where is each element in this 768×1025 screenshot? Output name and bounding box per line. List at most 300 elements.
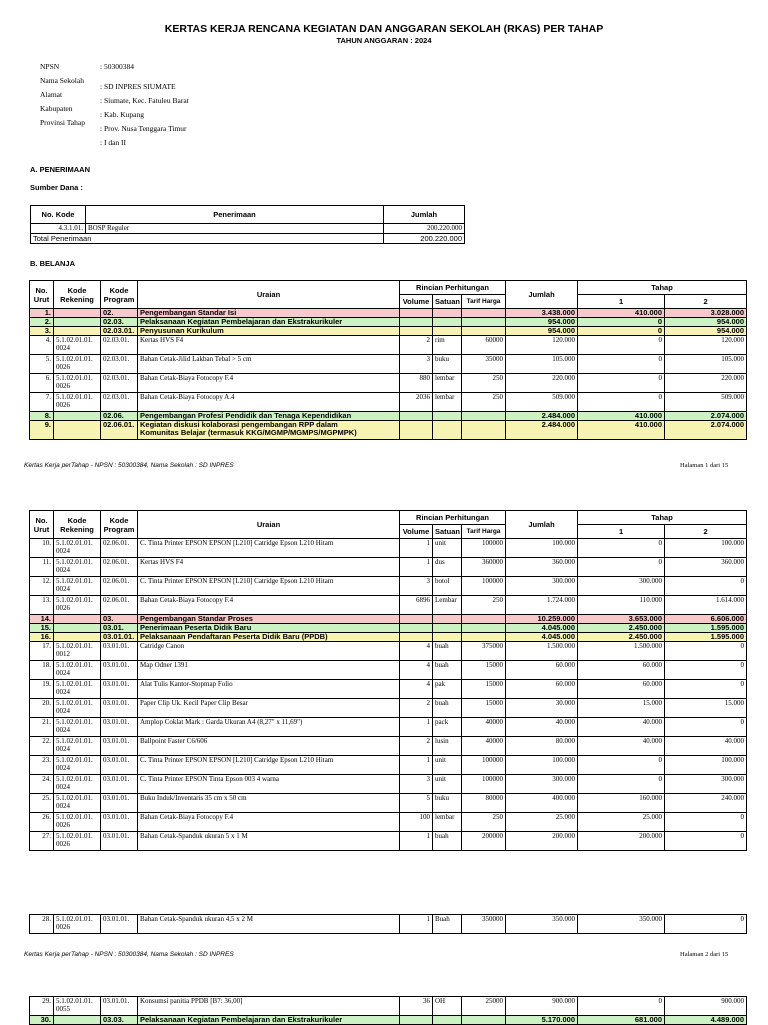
cell-tahap-2: 4.489.000: [665, 1016, 747, 1025]
table-row: [30, 813, 747, 832]
cell-kode-program: 02.03.01.: [101, 327, 138, 336]
cell-kode-rekening: 5.1.02.01.01. 0024: [54, 661, 101, 680]
cell-kode-rekening: 5.1.02.01.01. 0026: [54, 374, 101, 393]
cell-tahap-1: 410.000: [578, 421, 665, 440]
cell-tahap-2: 360.000: [665, 558, 747, 577]
cell-no-urut: 20.: [30, 699, 54, 718]
cell-kode-program: 02.03.01.: [101, 374, 138, 393]
cell-kode-program: 03.01.01.: [101, 832, 138, 851]
cell-kode-program: 03.01.01.: [101, 813, 138, 832]
cell-tarif-harga: [462, 624, 506, 633]
cell-tarif-harga: 250: [462, 596, 506, 615]
cell-satuan: unit: [433, 539, 462, 558]
cell-tahap-1: 1.500.000: [578, 642, 665, 661]
table-row: [30, 794, 747, 813]
cell-satuan: lembar: [433, 374, 462, 393]
cell-volume: 1: [400, 558, 433, 577]
info-value-tahap: : I dan II: [100, 138, 127, 147]
header-volume: Volume: [400, 295, 433, 309]
cell-satuan: lembar: [433, 813, 462, 832]
belanja-table-page1: [29, 280, 747, 440]
cell-tahap-1: 2.450.000: [578, 633, 665, 642]
cell-satuan: buah: [433, 661, 462, 680]
cell-tarif-harga: 15000: [462, 699, 506, 718]
cell-volume: [400, 318, 433, 327]
cell-tahap-1: 0: [578, 318, 665, 327]
cell-jumlah: 100.000: [506, 756, 578, 775]
cell-jumlah: 2.484.000: [506, 412, 578, 421]
cell-kode-program: 03.01.01.: [101, 997, 138, 1016]
cell-kode-program: 03.01.01.: [101, 661, 138, 680]
cell-tahap-2: 15.000: [665, 699, 747, 718]
cell-tahap-2: 0: [665, 642, 747, 661]
cell-satuan: dus: [433, 558, 462, 577]
cell-jumlah: 2.484.000: [506, 421, 578, 440]
penerimaan-header-kode: No. Kode: [31, 206, 86, 224]
table-row: [30, 1016, 747, 1025]
cell-tarif-harga: 360000: [462, 558, 506, 577]
header-kode-program: Kode Program: [101, 281, 138, 309]
cell-kode-program: 02.06.01.: [101, 558, 138, 577]
cell-tahap-1: 40.000: [578, 718, 665, 737]
cell-satuan: pak: [433, 680, 462, 699]
cell-kode-rekening: 5.1.02.01.01. 0024: [54, 558, 101, 577]
cell-tahap-1: 40.000: [578, 737, 665, 756]
cell-volume: 2: [400, 737, 433, 756]
cell-tahap-1: 60.000: [578, 661, 665, 680]
cell-no-urut: 2.: [30, 318, 54, 327]
cell-kode-rekening: 5.1.02.01.01. 0024: [54, 577, 101, 596]
header-kode-rekening: Kode Rekening: [54, 511, 101, 539]
cell-satuan: buku: [433, 794, 462, 813]
cell-uraian: Catridge Canon: [138, 642, 400, 661]
cell-satuan: [433, 318, 462, 327]
cell-satuan: botol: [433, 577, 462, 596]
cell-tarif-harga: 350000: [462, 915, 506, 934]
cell-jumlah: 350.000: [506, 915, 578, 934]
cell-tarif-harga: 250: [462, 393, 506, 412]
cell-uraian: Kegiatan diskusi kolaborasi pengembangan RPP dalam Komunitas Belajar (termasuk KKG/MGMP/MGMPS/MGPMPK): [138, 421, 400, 440]
cell-kode-rekening: 5.1.02.01.01. 0026: [54, 813, 101, 832]
header-satuan: Satuan: [433, 525, 462, 539]
cell-volume: 5: [400, 794, 433, 813]
cell-satuan: Lembar: [433, 596, 462, 615]
cell-tahap-1: 0: [578, 374, 665, 393]
table-row: [30, 680, 747, 699]
cell-jumlah: 60.000: [506, 680, 578, 699]
cell-tarif-harga: [462, 318, 506, 327]
cell-jumlah: 40.000: [506, 718, 578, 737]
penerimaan-table: [30, 205, 465, 244]
footer-page2-right: Halaman 2 dari 15: [680, 951, 729, 958]
cell-uraian: Pengembangan Standar Proses: [138, 615, 400, 624]
cell-tahap-2: 0: [665, 661, 747, 680]
cell-kode-program: 02.06.01.: [101, 596, 138, 615]
cell-satuan: lusin: [433, 737, 462, 756]
info-value-nama: : SD INPRES SIUMATE: [100, 82, 176, 91]
header-tahap-2: 2: [665, 525, 747, 539]
table-row: [30, 318, 747, 327]
cell-jumlah: 200.000: [506, 832, 578, 851]
cell-kode-program: 02.03.01.: [101, 336, 138, 355]
table-row: [30, 624, 747, 633]
cell-jumlah: 1.500.000: [506, 642, 578, 661]
cell-uraian: Pelaksanaan Pendaftaran Peserta Didik Baru (PPDB): [138, 633, 400, 642]
table-row: [30, 309, 747, 318]
cell-uraian: Map Odner 1391: [138, 661, 400, 680]
cell-jumlah: 360.000: [506, 558, 578, 577]
cell-tahap-2: 954.000: [665, 327, 747, 336]
header-tahap: Tahap: [578, 281, 747, 295]
table-row: [30, 718, 747, 737]
cell-tahap-2: 2.074.000: [665, 421, 747, 440]
cell-no-urut: 29.: [30, 997, 54, 1016]
cell-uraian: Pengembangan Profesi Pendidik dan Tenaga Kependidikan: [138, 412, 400, 421]
table-row: [30, 642, 747, 661]
cell-tahap-1: 410.000: [578, 309, 665, 318]
cell-tahap-2: 100.000: [665, 756, 747, 775]
cell-kode-rekening: 5.1.02.01.01. 0024: [54, 539, 101, 558]
cell-satuan: [433, 615, 462, 624]
cell-tahap-1: 0: [578, 997, 665, 1016]
cell-satuan: buah: [433, 642, 462, 661]
cell-tahap-1: 0: [578, 327, 665, 336]
cell-no-urut: 7.: [30, 393, 54, 412]
cell-tarif-harga: [462, 412, 506, 421]
cell-no-urut: 21.: [30, 718, 54, 737]
cell-volume: 1: [400, 539, 433, 558]
cell-volume: [400, 624, 433, 633]
cell-tahap-2: 1.595.000: [665, 624, 747, 633]
cell-kode-rekening: 5.1.02.01.01. 0012: [54, 642, 101, 661]
cell-tarif-harga: 35000: [462, 355, 506, 374]
cell-uraian: Pengembangan Standar Isi: [138, 309, 400, 318]
cell-tarif-harga: 40000: [462, 737, 506, 756]
cell-tarif-harga: 80000: [462, 794, 506, 813]
cell-satuan: buku: [433, 355, 462, 374]
cell-kode-rekening: 5.1.02.01.01. 0026: [54, 393, 101, 412]
header-uraian: Uraian: [138, 281, 400, 309]
cell-tarif-harga: 200000: [462, 832, 506, 851]
cell-no-urut: 1.: [30, 309, 54, 318]
cell-tarif-harga: [462, 1016, 506, 1025]
cell-volume: [400, 633, 433, 642]
cell-volume: 2: [400, 699, 433, 718]
cell-jumlah: 220.000: [506, 374, 578, 393]
cell-kode-program: 02.06.01.: [101, 539, 138, 558]
table-row: [30, 633, 747, 642]
cell-uraian: Buku Induk/Inventaris 35 cm x 50 cm: [138, 794, 400, 813]
table-row: [30, 915, 747, 934]
cell-no-urut: 28.: [30, 915, 54, 934]
cell-volume: 4: [400, 661, 433, 680]
cell-kode-program: 03.01.01.: [101, 794, 138, 813]
table-row: [30, 615, 747, 624]
section-penerimaan-heading: A. PENERIMAAN: [30, 165, 91, 174]
cell-no-urut: 10.: [30, 539, 54, 558]
cell-tarif-harga: [462, 633, 506, 642]
header-rincian: Rincian Perhitungan: [400, 511, 506, 525]
page-subtitle: TAHUN ANGGARAN : 2024: [336, 36, 432, 45]
cell-kode-rekening: [54, 1016, 101, 1025]
cell-volume: [400, 1016, 433, 1025]
cell-tarif-harga: 25000: [462, 997, 506, 1016]
cell-jumlah: 10.259.000: [506, 615, 578, 624]
cell-tarif-harga: 100000: [462, 539, 506, 558]
cell-kode-rekening: [54, 421, 101, 440]
cell-kode-program: 02.: [101, 309, 138, 318]
table-row: [30, 661, 747, 680]
cell-jumlah: 900.000: [506, 997, 578, 1016]
table-row: [30, 374, 747, 393]
cell-satuan: [433, 421, 462, 440]
table-row: [30, 756, 747, 775]
cell-kode-program: 03.: [101, 615, 138, 624]
header-no-urut: No. Urut: [30, 511, 54, 539]
cell-tahap-2: 900.000: [665, 997, 747, 1016]
cell-uraian: Bahan Cetak-Spanduk ukuran 4,5 x 2 M: [138, 915, 400, 934]
cell-volume: [400, 421, 433, 440]
cell-no-urut: 14.: [30, 615, 54, 624]
info-value-npsn: : 50300384: [100, 62, 134, 71]
penerimaan-header-jumlah: Jumlah: [384, 206, 465, 224]
cell-no-urut: 17.: [30, 642, 54, 661]
cell-tahap-1: 0: [578, 393, 665, 412]
cell-uraian: Konsumsi panitia PPDB [B7: 36,00]: [138, 997, 400, 1016]
cell-tahap-1: 300.000: [578, 577, 665, 596]
cell-tarif-harga: 60000: [462, 336, 506, 355]
cell-volume: 1: [400, 756, 433, 775]
table-row: [30, 421, 747, 440]
footer-page2-left: Kertas Kerja perTahap - NPSN : 50300384, Nama Sekolah : SD INPRES: [24, 951, 234, 958]
cell-tahap-1: 110.000: [578, 596, 665, 615]
cell-kode-rekening: 5.1.02.01.01. 0055: [54, 997, 101, 1016]
cell-uraian: C. Tinta Printer EPSON EPSON [L210] Catridge Epson L210 Hitam: [138, 577, 400, 596]
sumber-dana-label: Sumber Dana :: [30, 183, 83, 192]
table-row: [30, 558, 747, 577]
cell-jumlah: 954.000: [506, 327, 578, 336]
cell-no-urut: 6.: [30, 374, 54, 393]
cell-uraian: Pelaksanaan Kegiatan Pembelajaran dan Ekstrakurikuler: [138, 1016, 400, 1025]
cell-kode-program: 03.01.01.: [101, 699, 138, 718]
cell-tarif-harga: 40000: [462, 718, 506, 737]
cell-uraian: Penerimaan Peserta Didik Baru: [138, 624, 400, 633]
cell-uraian: Bahan Cetak-Jilid Lakban Tebal > 5 cm: [138, 355, 400, 374]
cell-tarif-harga: [462, 615, 506, 624]
table-row: [30, 539, 747, 558]
cell-tahap-1: 0: [578, 558, 665, 577]
cell-kode-rekening: 5.1.02.01.01. 0024: [54, 756, 101, 775]
cell-no-urut: 23.: [30, 756, 54, 775]
cell-uraian: Paper Clip Uk. Kecil Paper Clip Besar: [138, 699, 400, 718]
cell-tahap-1: 60.000: [578, 680, 665, 699]
cell-jumlah: 120.000: [506, 336, 578, 355]
cell-kode-program: 03.01.01.: [101, 642, 138, 661]
cell-no-urut: 9.: [30, 421, 54, 440]
cell-kode-program: 03.01.01.: [101, 915, 138, 934]
cell-tahap-1: 15.000: [578, 699, 665, 718]
cell-kode-rekening: 5.1.02.01.01. 0024: [54, 737, 101, 756]
cell-no-urut: 11.: [30, 558, 54, 577]
cell-jumlah: 80.000: [506, 737, 578, 756]
header-kode-rekening: Kode Rekening: [54, 281, 101, 309]
cell-tahap-2: 6.606.000: [665, 615, 747, 624]
cell-tahap-2: 0: [665, 577, 747, 596]
header-tahap-1: 1: [578, 295, 665, 309]
cell-uraian: Ballpoint Faster C6/606: [138, 737, 400, 756]
cell-volume: [400, 309, 433, 318]
cell-kode-program: 02.03.01.: [101, 393, 138, 412]
belanja-table-page2: [29, 510, 747, 851]
cell-kode-rekening: [54, 318, 101, 327]
cell-tahap-1: 0: [578, 775, 665, 794]
cell-kode-rekening: [54, 615, 101, 624]
cell-jumlah: 954.000: [506, 318, 578, 327]
info-value-provinsi: : Prov. Nusa Tenggara Timur: [100, 124, 187, 133]
table-row: [30, 997, 747, 1016]
cell-no-urut: 25.: [30, 794, 54, 813]
cell-tahap-1: 0: [578, 355, 665, 374]
cell-jumlah: 5.170.000: [506, 1016, 578, 1025]
table-row: [30, 393, 747, 412]
cell-jumlah: 509.000: [506, 393, 578, 412]
header-tahap-2: 2: [665, 295, 747, 309]
cell-no-urut: 27.: [30, 832, 54, 851]
cell-tahap-2: 300.000: [665, 775, 747, 794]
cell-tahap-1: 2.450.000: [578, 624, 665, 633]
cell-uraian: C. Tinta Printer EPSON Tinta Epson 003 4 warna: [138, 775, 400, 794]
cell-no-urut: 30.: [30, 1016, 54, 1025]
cell-no-urut: 19.: [30, 680, 54, 699]
cell-tahap-2: 1.595.000: [665, 633, 747, 642]
cell-volume: [400, 615, 433, 624]
cell-uraian: Bahan Cetak-Spanduk ukuran 5 x 1 M: [138, 832, 400, 851]
cell-satuan: lembar: [433, 393, 462, 412]
cell-jumlah: 4.045.000: [506, 624, 578, 633]
cell-kode-program: 03.01.01.: [101, 737, 138, 756]
cell-volume: 3: [400, 355, 433, 374]
cell-no-urut: 4.: [30, 336, 54, 355]
total-penerimaan-label: Total Penerimaan: [31, 234, 384, 244]
cell-tahap-2: 954.000: [665, 318, 747, 327]
cell-satuan: buah: [433, 699, 462, 718]
header-volume: Volume: [400, 525, 433, 539]
cell-uraian: Bahan Cetak-Biaya Fotocopy F.4: [138, 596, 400, 615]
cell-uraian: Kertas HVS F4: [138, 558, 400, 577]
cell-volume: 6896: [400, 596, 433, 615]
cell-kode-program: 02.06.: [101, 412, 138, 421]
info-label-alamat: Alamat: [40, 90, 63, 99]
penerimaan-kode: 4.3.1.01.: [31, 224, 86, 234]
cell-tahap-1: 410.000: [578, 412, 665, 421]
table-row: [30, 737, 747, 756]
cell-tahap-1: 0: [578, 336, 665, 355]
cell-tarif-harga: 250: [462, 813, 506, 832]
table-row: [30, 775, 747, 794]
cell-jumlah: 60.000: [506, 661, 578, 680]
cell-kode-program: 03.03.: [101, 1016, 138, 1025]
cell-tahap-2: 105.000: [665, 355, 747, 374]
cell-kode-rekening: 5.1.02.01.01. 0024: [54, 794, 101, 813]
table-row: [30, 832, 747, 851]
cell-tahap-1: 200.000: [578, 832, 665, 851]
cell-tahap-2: 1.614.000: [665, 596, 747, 615]
cell-kode-rekening: 5.1.02.01.01. 0026: [54, 832, 101, 851]
cell-satuan: pack: [433, 718, 462, 737]
cell-satuan: [433, 309, 462, 318]
cell-no-urut: 16.: [30, 633, 54, 642]
cell-tahap-1: 160.000: [578, 794, 665, 813]
cell-satuan: [433, 327, 462, 336]
cell-kode-program: 03.01.01.: [101, 775, 138, 794]
penerimaan-header-penerimaan: Penerimaan: [86, 206, 384, 224]
header-jumlah: Jumlah: [506, 511, 578, 539]
cell-tahap-1: 350.000: [578, 915, 665, 934]
cell-kode-rekening: [54, 624, 101, 633]
cell-no-urut: 8.: [30, 412, 54, 421]
cell-satuan: Buah: [433, 915, 462, 934]
cell-kode-rekening: 5.1.02.01.01. 0024: [54, 680, 101, 699]
cell-kode-rekening: [54, 412, 101, 421]
cell-no-urut: 26.: [30, 813, 54, 832]
cell-tahap-1: 3.653.000: [578, 615, 665, 624]
cell-kode-program: 02.06.01.: [101, 577, 138, 596]
cell-tahap-2: 40.000: [665, 737, 747, 756]
cell-tarif-harga: [462, 309, 506, 318]
cell-no-urut: 12.: [30, 577, 54, 596]
belanja-table-page3: [29, 914, 747, 934]
cell-tarif-harga: 100000: [462, 756, 506, 775]
total-penerimaan-value: 200.220.000: [384, 234, 465, 244]
page-title: KERTAS KERJA RENCANA KEGIATAN DAN ANGGARAN SEKOLAH (RKAS) PER TAHAP: [164, 23, 604, 35]
cell-uraian: C. Tinta Printer EPSON EPSON [L210] Catridge Epson L210 Hitam: [138, 539, 400, 558]
cell-uraian: Bahan Cetak-Biaya Fotocopy A.4: [138, 393, 400, 412]
cell-tahap-1: 0: [578, 756, 665, 775]
cell-tahap-2: 0: [665, 813, 747, 832]
cell-kode-rekening: [54, 309, 101, 318]
cell-satuan: [433, 624, 462, 633]
cell-tahap-2: 240.000: [665, 794, 747, 813]
cell-tahap-2: 100.000: [665, 539, 747, 558]
penerimaan-jumlah: 200.220.000: [384, 224, 465, 234]
header-jumlah: Jumlah: [506, 281, 578, 309]
cell-kode-rekening: 5.1.02.01.01. 0026: [54, 915, 101, 934]
cell-uraian: Bahan Cetak-Biaya Fotocopy F.4: [138, 813, 400, 832]
cell-jumlah: 300.000: [506, 775, 578, 794]
cell-kode-rekening: [54, 633, 101, 642]
cell-kode-rekening: 5.1.02.01.01. 0026: [54, 596, 101, 615]
info-label-nama: Nama Sekolah: [40, 76, 84, 85]
cell-volume: 3: [400, 775, 433, 794]
cell-jumlah: 100.000: [506, 539, 578, 558]
cell-volume: 100: [400, 813, 433, 832]
cell-uraian: Amplop Coklat Mark : Garda Ukuran A4 (8,27" x 11,69"): [138, 718, 400, 737]
cell-jumlah: 105.000: [506, 355, 578, 374]
header-tahap: Tahap: [578, 511, 747, 525]
cell-kode-rekening: [54, 327, 101, 336]
cell-tarif-harga: 15000: [462, 680, 506, 699]
cell-jumlah: 30.000: [506, 699, 578, 718]
table-row: [30, 327, 747, 336]
cell-uraian: Bahan Cetak-Biaya Fotocopy F.4: [138, 374, 400, 393]
header-tarif: Tarif Harga: [462, 295, 506, 309]
cell-tahap-2: 509.000: [665, 393, 747, 412]
cell-kode-program: 03.01.01.: [101, 680, 138, 699]
cell-kode-program: 03.01.01.: [101, 718, 138, 737]
table-row: [30, 577, 747, 596]
cell-satuan: unit: [433, 756, 462, 775]
belanja-table-page4: [29, 996, 747, 1025]
